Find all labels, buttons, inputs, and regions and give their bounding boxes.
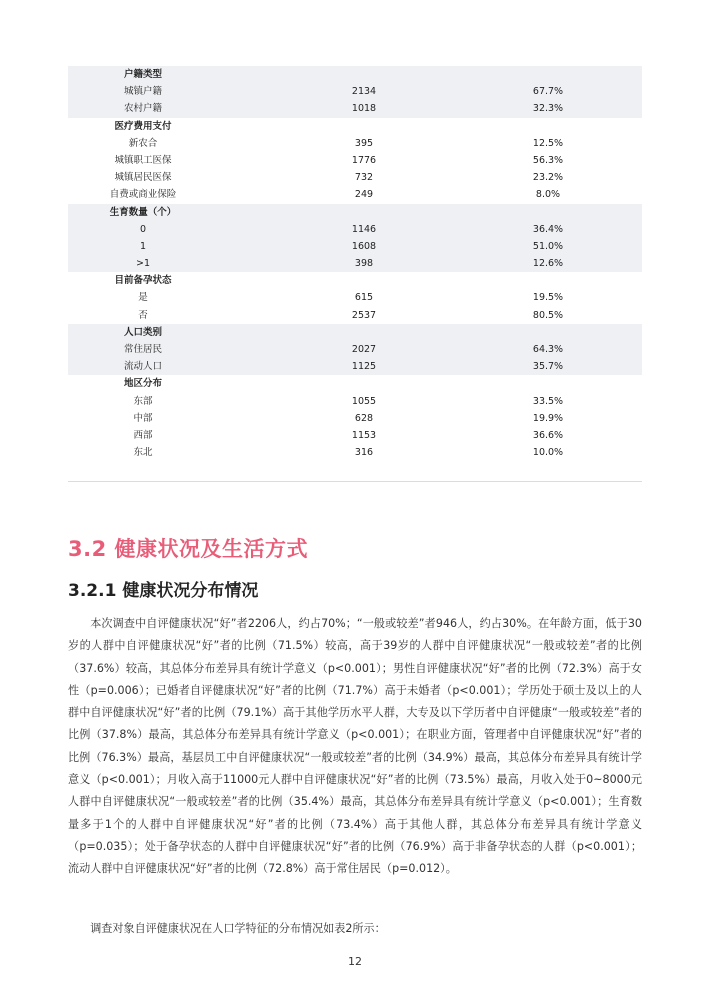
table-bottom-rule [68,481,642,482]
row-count: 1776 [351,154,377,166]
row-label: 城镇户籍 [123,86,162,98]
row-count: 1055 [351,395,377,407]
table-row [68,393,642,410]
row-percentage: 67.7% [532,86,564,98]
table-row [68,100,642,117]
row-count: 2134 [351,86,377,98]
group-title: 生育数量（个） [109,206,177,218]
row-count: 2027 [351,344,377,355]
row-count: 1608 [351,240,377,252]
table-group-header [68,324,642,341]
row-percentage: 19.5% [532,292,564,304]
row-label: 新农合 [128,137,158,149]
table-reference-note: 调查对象自评健康状况在人口学特征的分布情况如表2所示： [90,922,386,935]
health-status-paragraph: 本次调查中自评健康状况“好”者2206人，约占70%；“一般或较差”者946人，约占30%。在年龄方面，低于30岁的人群中自评健康状况“好”者的比例（71.5%）较高，高于39岁的人群中自评健康状况“一般或较差”者的比例（37.6%）较高，其总体分布差异具有统计学意义（p<0.001）；男性自评健康状况“好”者的比例（72.3%）高于女性（p=0.006）；已婚者自评健康状况“好”者的比例（71.7%）高于未婚者（p<0.001）；学历处于硕士及以上的人群中自评健康状况“好”者的比例（79.1%）高于其他学历水平人群，大专及以下学历者中自评健康“一般或较差”者的比例（37.8%）最高，其总体分布差异具有统计学意义（p<0.001）；在职业方面，管理者中自评健康状况“好”者的比例（76.3%）最高，基层员工中自评健康状况“一般或较差”者的比例（34.9%）最高，其总体分布差异具有统计学意义（p<0.001）；月收入高于11000元人群中自评健康状况“好”者的比例（73.5%）最高，月收入处于0~8000元人群中自评健康状况“一般或较差”者的比例（35.4%）最高，其总体分布差异具有统计学意义（p<0.001）；生育数量多于1个的人群中自评健康状况“好”者的比例（73.4%）高于其他人群，其总体分布差异具有统计学意义（p=0.035）；处于备孕状态的人群中自评健康状况“好”者的比例（76.9%）高于非备孕状态的人群（p<0.001）；流动人群中自评健康状况“好”者的比例（72.8%）高于常住居民（p=0.012）。 [68,617,642,876]
row-label: >1 [135,258,150,270]
row-percentage: 32.3% [532,103,564,115]
row-count: 395 [354,137,374,149]
row-label: 否 [138,309,148,321]
table-group-header [68,204,642,221]
table-group-header [68,375,642,392]
row-label: 是 [138,292,148,304]
row-count: 398 [354,258,374,270]
row-count: 615 [354,292,374,304]
subsection-title: 3.2.1 健康状况分布情况 [68,581,259,601]
section-title: 3.2 健康状况及生活方式 [68,537,309,561]
row-count: 628 [354,412,374,424]
row-count: 1125 [351,361,377,373]
row-label: 常住居民 [123,344,162,355]
row-label: 农村户籍 [123,103,162,115]
row-percentage: 23.2% [532,172,564,184]
row-percentage: 80.5% [532,309,564,321]
table-row [68,83,642,100]
row-percentage: 12.5% [532,137,564,149]
row-percentage: 56.3% [532,154,564,166]
table-row [68,307,642,324]
table-row [68,341,642,358]
table-row [68,444,642,461]
row-label: 流动人口 [123,361,162,373]
row-count: 1146 [351,223,377,235]
table-group-header [68,272,642,289]
table-row [68,152,642,169]
table-row [68,221,642,238]
table-row [68,135,642,152]
table-row [68,289,642,306]
row-percentage: 36.6% [532,429,564,441]
table-row [68,169,642,186]
group-title: 人口类别 [123,326,162,338]
row-count: 1018 [351,103,377,115]
table-group-header [68,66,642,83]
group-title: 地区分布 [123,378,162,390]
table-row [68,410,642,427]
group-title: 医疗费用支付 [114,120,172,132]
row-percentage: 12.6% [532,258,564,270]
table-group-header [68,118,642,135]
table-row [68,238,642,255]
table-row [68,358,642,375]
row-count: 1153 [351,429,377,441]
row-label: 西部 [133,429,153,441]
row-label: 城镇居民医保 [114,172,172,184]
row-percentage: 36.4% [532,223,564,235]
row-label: 1 [139,240,147,252]
row-label: 0 [139,223,147,235]
row-percentage: 33.5% [532,395,564,407]
group-title: 户籍类型 [123,69,162,80]
row-label: 城镇职工医保 [114,154,172,166]
row-count: 732 [354,172,374,184]
row-label: 自费或商业保险 [109,189,177,201]
row-label: 东北 [133,447,153,459]
row-count: 2537 [351,309,377,321]
row-percentage: 10.0% [532,447,564,459]
demographics-table [68,66,642,461]
row-percentage: 64.3% [532,344,564,355]
row-percentage: 35.7% [532,361,564,373]
table-row [68,427,642,444]
row-count: 249 [354,189,374,201]
row-percentage: 8.0% [535,189,561,201]
row-label: 中部 [133,412,153,424]
page-number: 12 [348,955,362,968]
row-label: 东部 [133,395,153,407]
table-row [68,255,642,272]
row-percentage: 19.9% [532,412,564,424]
row-count: 316 [354,447,374,459]
group-title: 目前备孕状态 [114,275,172,287]
table-row [68,186,642,203]
row-percentage: 51.0% [532,240,564,252]
